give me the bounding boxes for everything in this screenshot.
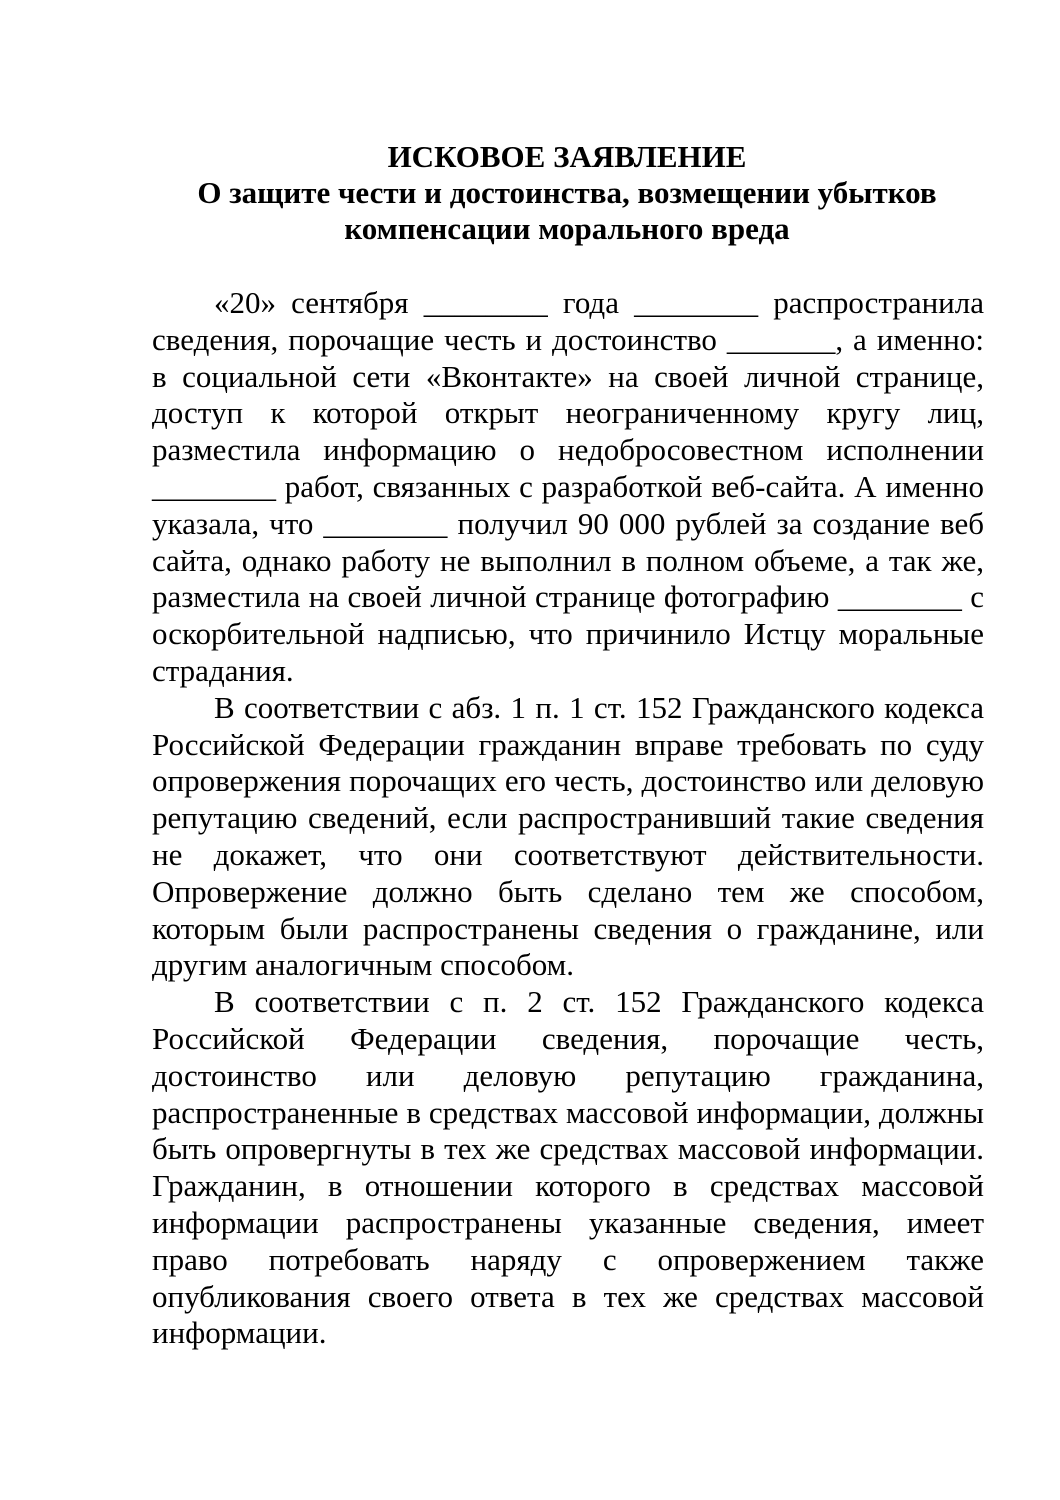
paragraph-2: В соответствии с абз. 1 п. 1 ст. 152 Гражданского кодекса Российской Федерации гражданин вправе требовать по суду опровержения порочащих его честь, достоинство или деловую репутацию сведений, если распространивший такие сведения не докажет, что они соответствуют действительности. Опровержение должно быть сделано тем же способом, которым были распространены сведения о гражданине, или другим аналогичным способом.: [152, 689, 984, 983]
paragraph-1: «20» сентября ________ года ________ распространила сведения, порочащие честь и достоинство _______, а именно: в социальной сети «Вконтакте» на своей личной странице, доступ к которой открыт неограниченному кругу лиц, разместила информацию о недобросовестном исполнении ________ работ, связанных с разработкой веб-сайта. А именно указала, что ________ получил 90 000 рублей за создание веб сайта, однако работу не выполнил в полном объеме, а так же, разместила на своей личной странице фотографию ________ с оскорбительной надписью, что причинило Истцу моральные страдания.: [152, 285, 984, 688]
document-subtitle-line-1: О защите чести и достоинства, возмещении убытков: [197, 175, 937, 210]
document-header: [150, 139, 984, 247]
document-body: [152, 285, 984, 1352]
document-title: ИСКОВОЕ ЗАЯВЛЕНИЕ: [387, 139, 747, 174]
paragraph-3: В соответствии с п. 2 ст. 152 Гражданского кодекса Российской Федерации сведения, порочащие честь, достоинство или деловую репутацию гражданина, распространенные в средствах массовой информации, должны быть опровергнуты в тех же средствах массовой информации. Гражданин, в отношении которого в средствах массовой информации распространены указанные сведения, имеет право потребовать наряду с опровержением также опубликования своего ответа в тех же средствах массовой информации.: [152, 984, 984, 1351]
document-subtitle-line-2: компенсации морального вреда: [344, 211, 790, 246]
